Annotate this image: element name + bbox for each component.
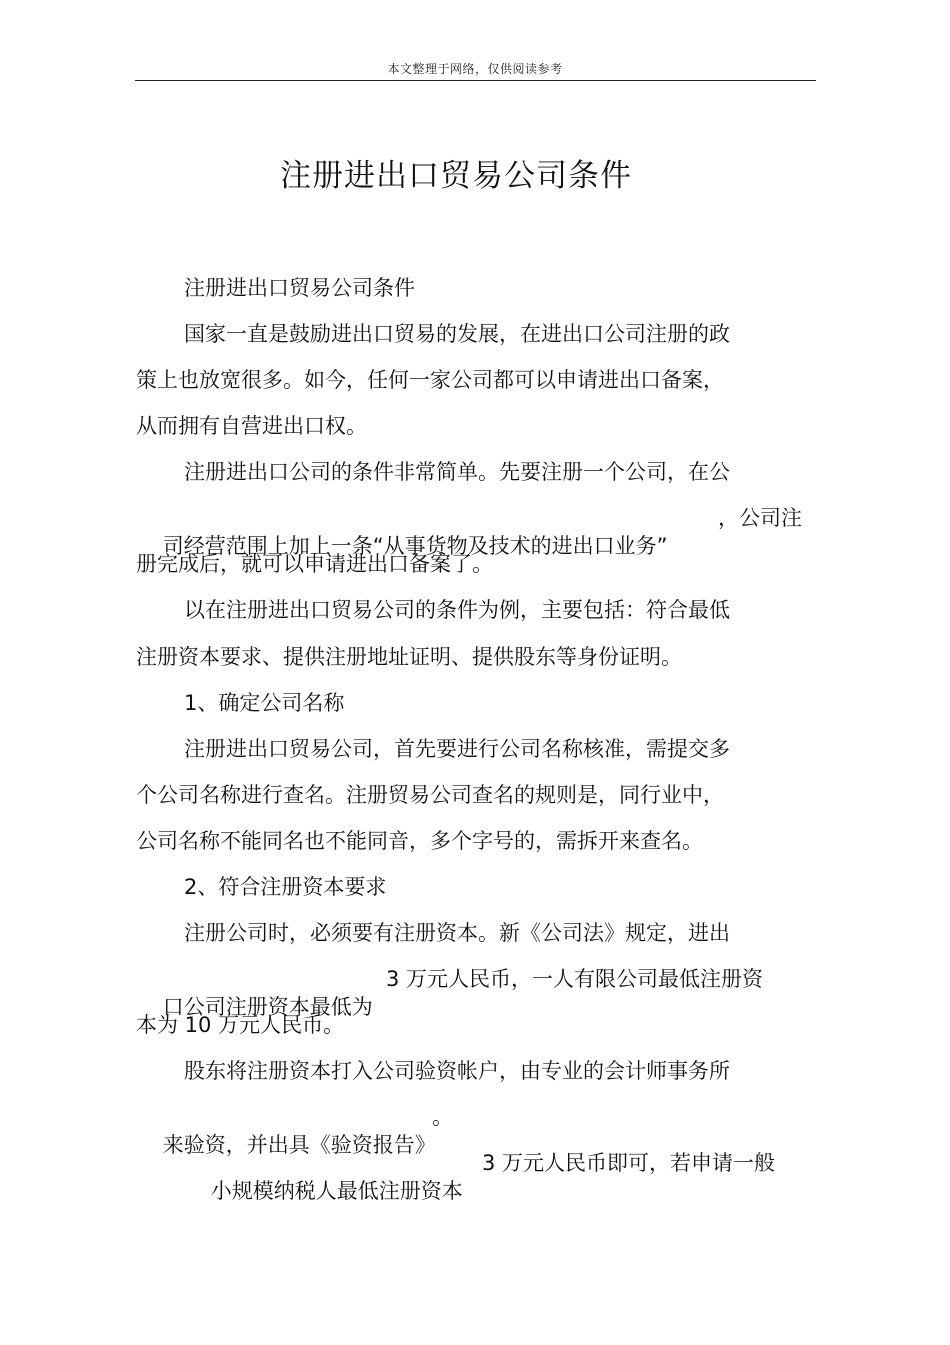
paragraph-line: 个公司名称进行查名。注册贸易公司查名的规则是，同行业中， <box>136 783 724 807</box>
paragraph-line <box>184 1149 776 1261</box>
paragraph-line: 注册公司时，必须要有注册资本。新《公司法》规定，进出 <box>184 921 730 945</box>
section-heading: 2、符合注册资本要求 <box>184 875 387 899</box>
header-note: 本文整理于网络，仅供阅读参考 <box>387 62 563 76</box>
text-segment: 司经营范围上加上一条“从事货物及技术的进出口业务” <box>162 534 668 558</box>
text-segment: 。 <box>432 1105 453 1129</box>
paragraph-line: 股东将注册资本打入公司验资帐户，由专业的会计师事务所 <box>184 1059 730 1083</box>
document-title: 注册进出口贸易公司条件 <box>280 158 632 194</box>
paragraph-line: 册完成后，就可以申请进出口备案了。 <box>136 552 493 576</box>
paragraph-heading: 注册进出口贸易公司条件 <box>184 276 415 300</box>
text-segment: ，公司注 <box>718 506 802 530</box>
text-segment: 口公司注册资本最低为 <box>162 995 373 1019</box>
paragraph-line: 策上也放宽很多。如今，任何一家公司都可以申请进出口备案， <box>136 368 724 392</box>
paragraph-line: 公司名称不能同名也不能同音，多个字号的，需拆开来查名。 <box>136 829 703 853</box>
paragraph-line: 本为 10 万元人民币。 <box>136 1013 345 1037</box>
paragraph-line: 注册进出口公司的条件非常简单。先要注册一个公司，在公 <box>184 460 730 484</box>
header-divider <box>135 80 816 81</box>
paragraph-line: 注册进出口贸易公司，首先要进行公司名称核准，需提交多 <box>184 737 730 761</box>
paragraph-line: 从而拥有自营进出口权。 <box>136 414 367 438</box>
paragraph-line: 注册资本要求、提供注册地址证明、提供股东等身份证明。 <box>136 645 682 669</box>
text-segment: 3 万元人民币，一人有限公司最低注册资 <box>386 967 764 991</box>
section-heading: 1、确定公司名称 <box>184 691 345 715</box>
paragraph-line: 以在注册进出口贸易公司的条件为例，主要包括：符合最低 <box>184 598 730 622</box>
text-segment: 3 万元人民币即可，若申请一般 <box>482 1151 776 1175</box>
paragraph-line: 国家一直是鼓励进出口贸易的发展，在进出口公司注册的政 <box>184 322 730 346</box>
text-segment: 小规模纳税人最低注册资本 <box>210 1179 463 1203</box>
text-segment: 来验资，并出具《验资报告》 <box>162 1133 436 1157</box>
